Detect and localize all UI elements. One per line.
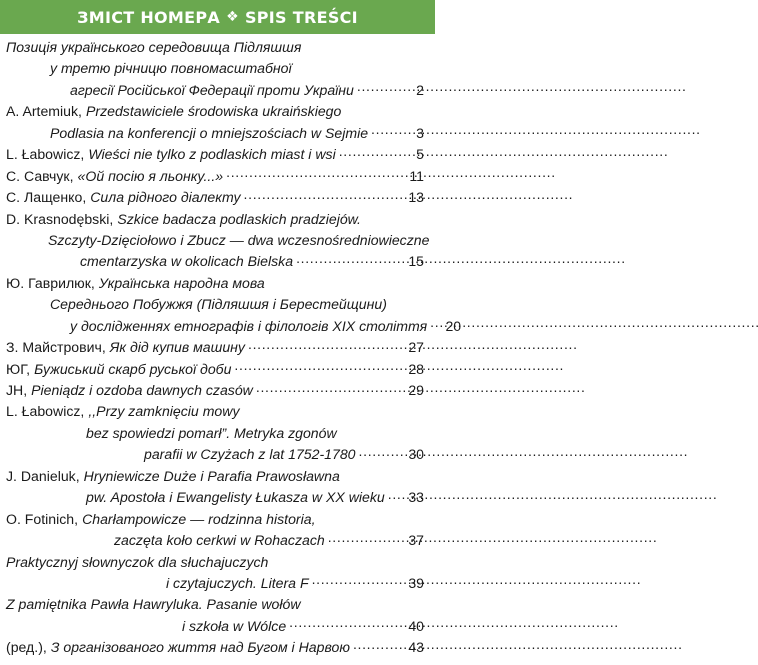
toc-entry[interactable] (6, 380, 424, 401)
entry-title-line: Hryniewicze Duże i Parafia Prawosławna (83, 467, 340, 484)
entry-title-line: Przedstawiciele środowiska ukraińskiego (85, 103, 342, 120)
entry-title-line: «Ой посію я льонку...» (77, 167, 224, 184)
header-title-polish: SPIS TREŚCI (244, 7, 358, 27)
entry-author: A. Artemiuk, (6, 103, 82, 120)
page-number: 3 (416, 124, 424, 141)
page-number: 37 (408, 532, 424, 549)
diamond-separator-icon: ❖ (226, 9, 239, 25)
toc-entry[interactable] (6, 401, 424, 465)
page-number: 40 (408, 617, 424, 634)
entry-author: Ю. Гаврилюк, (6, 274, 95, 291)
page-number: 13 (408, 189, 424, 206)
entry-title-line: Charłampowicze — rodzinna historia, (82, 510, 316, 527)
entry-title-line: у дослідженнях етнографів і філологів XIX століття (70, 317, 428, 334)
page-number: 29 (408, 382, 424, 398)
entry-title-line: Середнього Побужжя (Підляшшя і Берестейщини) (50, 296, 387, 313)
toc-entry[interactable] (6, 594, 424, 637)
dot-leader (289, 617, 403, 631)
page-number: 43 (408, 639, 424, 656)
entry-title-line: cmentarzyska w okolicach Bielska (80, 253, 294, 270)
dot-leader (388, 488, 403, 502)
entry-title-line: Szkice badacza podlaskich pradziejów. (117, 210, 361, 227)
dot-leader (234, 359, 403, 373)
page-number: 11 (409, 167, 424, 184)
entry-title-line: Позиція українського середовища Підляшшя (6, 39, 302, 55)
dot-leader (339, 145, 403, 159)
page-number: 39 (408, 574, 424, 591)
entry-author: ЮГ, (6, 360, 31, 377)
dot-leader (248, 338, 403, 352)
dot-leader (371, 124, 403, 138)
entry-title-line: Podlasia na konferencji o mniejszościach w Sejmie (50, 124, 369, 141)
dot-leader (296, 252, 403, 266)
dot-leader (256, 381, 403, 395)
entry-author: L. Łabowicz, (6, 146, 85, 163)
entry-title-line: ,,Przy zamknięciu mowy (88, 403, 240, 420)
dot-leader (359, 445, 403, 459)
page-number: 30 (408, 446, 424, 463)
entry-title-line: у третю річницю повномасштабної (50, 60, 292, 77)
entry-title-line: З організованого життя над Бугом і Нарвою (50, 639, 350, 656)
page-number: 5 (416, 146, 424, 163)
page-number: 15 (408, 253, 424, 270)
section-header-bar (0, 0, 435, 34)
entry-title-line: агресії Російської Федерації проти України (70, 81, 354, 98)
entry-title-line: Українська народна мова (98, 274, 265, 291)
entry-author: (ред.), (6, 639, 47, 656)
page-number: 33 (408, 489, 424, 506)
dot-leader (353, 638, 403, 652)
entry-author: С. Лащенко, (6, 189, 87, 206)
dot-leader (244, 188, 403, 202)
toc-entry[interactable] (6, 637, 424, 658)
entry-author: O. Fotinich, (6, 510, 79, 527)
page-number: 2 (416, 81, 424, 98)
entry-title-line: i szkoła w Wólce (182, 617, 287, 634)
entry-title-line: Бужиський скарб руської доби (34, 360, 232, 377)
entry-title-line: Як дід купив машину (109, 339, 245, 356)
toc-entry[interactable] (6, 509, 424, 552)
entry-author: L. Łabowicz, (6, 403, 85, 420)
toc-entry[interactable] (6, 37, 424, 101)
page-number: 28 (408, 360, 424, 377)
page-number: 27 (408, 339, 424, 356)
entry-author: D. Krasnodębski, (6, 210, 114, 227)
toc-entry[interactable] (6, 552, 424, 595)
toc-entry[interactable] (6, 101, 424, 144)
entry-title-line: Szczyty-Dzięciołowo i Zbucz — dwa wczesnośredniowieczne (48, 231, 430, 248)
dot-leader (430, 317, 440, 331)
toc-entry[interactable] (6, 466, 424, 509)
entry-title-line: Praktycznyj słownyczok dla słuchajuczych (6, 553, 269, 570)
entry-title-line: zaczęta koło cerkwi w Rohaczach (114, 532, 325, 549)
entry-author: JH, (6, 382, 28, 398)
entry-title-line: i czytajuczych. Litera F (166, 574, 309, 591)
entry-title-line: parafii w Czyżach z lat 1752-1780 (144, 446, 356, 463)
entry-author: J. Danieluk, (6, 467, 80, 484)
toc-entry[interactable] (6, 209, 430, 273)
entry-title-line: Сила рідного діалекту (90, 189, 241, 206)
dot-leader (357, 81, 403, 95)
toc-entry[interactable] (6, 273, 462, 337)
table-of-contents (6, 37, 462, 659)
dot-leader (226, 167, 403, 181)
header-title-ukrainian: ЗМІСТ НОМЕРА (77, 7, 221, 27)
entry-author: З. Майстрович, (6, 339, 106, 356)
dot-leader (328, 531, 403, 545)
entry-title-line: Pieniądz i ozdoba dawnych czasów (31, 382, 253, 398)
entry-author: С. Савчук, (6, 167, 74, 184)
toc-entry[interactable] (6, 187, 424, 208)
entry-title-line: Z pamiętnika Pawła Hawryluka. Pasanie wołów (6, 596, 301, 613)
dot-leader (312, 574, 403, 588)
entry-title-line: bez spowiedzi pomarł”. Metryka zgonów (86, 424, 337, 441)
entry-title-line: Wieści nie tylko z podlaskich miast i wsi (88, 146, 336, 163)
entry-title-line: pw. Apostoła i Ewangelisty Łukasza w XX wieku (86, 489, 385, 506)
page-number: 20 (445, 317, 462, 334)
